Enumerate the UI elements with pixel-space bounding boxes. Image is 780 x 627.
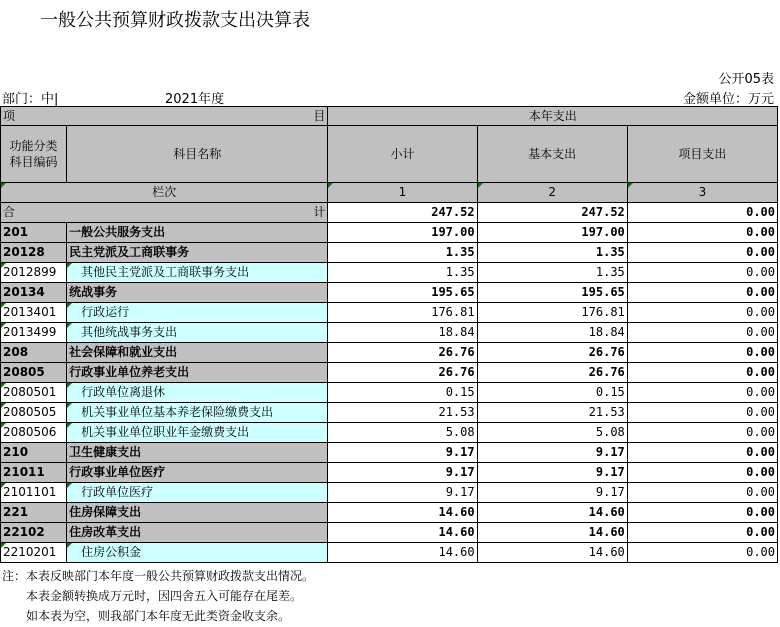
subject-code: 2012899: [1, 263, 67, 283]
basic-value: 5.08: [477, 423, 627, 443]
subject-name: 行政事业单位养老支出: [67, 363, 328, 383]
footnotes: [2, 566, 314, 626]
subtotal-value: 176.81: [328, 303, 477, 323]
subject-code: 20805: [1, 363, 67, 383]
subtotal-value: 9.17: [328, 463, 477, 483]
subtotal-header: 小计: [328, 126, 477, 183]
function-code-header-line1: 功能分类: [9, 139, 58, 153]
fiscal-year: 2021年度: [165, 92, 225, 107]
project-value: 0.00: [627, 523, 777, 543]
subject-name: 一般公共服务支出: [67, 223, 328, 243]
project-value: 0.00: [627, 343, 777, 363]
subtotal-value: 14.60: [328, 503, 477, 523]
column-index-3: 3: [627, 183, 777, 203]
subtotal-value: 195.65: [328, 283, 477, 303]
subject-name: 机关事业单位职业年金缴费支出: [67, 423, 328, 443]
subject-code: 2101101: [1, 483, 67, 503]
table-row: [1, 363, 778, 383]
total-basic: 247.52: [477, 203, 627, 223]
table-row: [1, 543, 778, 563]
subtotal-value: 26.76: [328, 363, 477, 383]
subject-code: 208: [1, 343, 67, 363]
column-index-1: 1: [328, 183, 477, 203]
subject-name: 住房改革支出: [67, 523, 328, 543]
function-code-header-line2: 科目编码: [9, 155, 58, 169]
subject-name: 行政事业单位医疗: [67, 463, 328, 483]
table-row: [1, 223, 778, 243]
basic-expense-header: 基本支出: [477, 126, 627, 183]
basic-value: 1.35: [477, 243, 627, 263]
item-header-cell: [1, 107, 328, 126]
table-row: [1, 403, 778, 423]
table-row: [1, 343, 778, 363]
subtotal-value: 21.53: [328, 403, 477, 423]
subject-name: 民主党派及工商联事务: [67, 243, 328, 263]
subtotal-value: 14.60: [328, 523, 477, 543]
subtotal-value: 5.08: [328, 423, 477, 443]
footnote-1: 注：本表反映部门本年度一般公共预算财政拨款支出情况。: [2, 569, 315, 583]
subject-code: 210: [1, 443, 67, 463]
basic-value: 0.15: [477, 383, 627, 403]
table-row: [1, 243, 778, 263]
subject-name: 卫生健康支出: [67, 443, 328, 463]
table-row: [1, 483, 778, 503]
project-value: 0.00: [627, 423, 777, 443]
basic-value: 197.00: [477, 223, 627, 243]
column-index-row: [1, 183, 778, 203]
basic-value: 1.35: [477, 263, 627, 283]
item-header-left: 项: [3, 109, 16, 123]
subject-code: 221: [1, 503, 67, 523]
basic-value: 14.60: [477, 523, 627, 543]
table-row: [1, 523, 778, 543]
project-value: 0.00: [627, 223, 777, 243]
subject-code: 201: [1, 223, 67, 243]
item-header-right: 目: [313, 109, 326, 123]
column-index-2: 2: [477, 183, 627, 203]
basic-value: 9.17: [477, 443, 627, 463]
table-row: [1, 263, 778, 283]
function-code-header: [1, 126, 67, 183]
project-value: 0.00: [627, 443, 777, 463]
table-row: [1, 323, 778, 343]
footnote-3: 如本表为空，则我部门本年度无此类资金收支余。: [2, 609, 291, 623]
department-label: 部门：中|: [2, 92, 59, 107]
subject-code: 2013401: [1, 303, 67, 323]
subtotal-value: 26.76: [328, 343, 477, 363]
subject-name: 住房保障支出: [67, 503, 328, 523]
subject-name: 行政运行: [67, 303, 328, 323]
total-row: [1, 203, 778, 223]
subject-code: 22102: [1, 523, 67, 543]
project-value: 0.00: [627, 483, 777, 503]
subject-name: 行政单位离退休: [67, 383, 328, 403]
subject-name: 机关事业单位基本养老保险缴费支出: [67, 403, 328, 423]
subtotal-value: 197.00: [328, 223, 477, 243]
basic-value: 176.81: [477, 303, 627, 323]
total-label-left: 合: [3, 205, 16, 219]
basic-value: 195.65: [477, 283, 627, 303]
subject-code: 20134: [1, 283, 67, 303]
subtotal-value: 18.84: [328, 323, 477, 343]
basic-value: 18.84: [477, 323, 627, 343]
subject-code: 2080506: [1, 423, 67, 443]
subtotal-value: 9.17: [328, 443, 477, 463]
subject-code: 2210201: [1, 543, 67, 563]
subject-name: 其他民主党派及工商联事务支出: [67, 263, 328, 283]
basic-value: 26.76: [477, 363, 627, 383]
subtotal-value: 1.35: [328, 263, 477, 283]
basic-value: 9.17: [477, 463, 627, 483]
table-row: [1, 503, 778, 523]
basic-value: 14.60: [477, 503, 627, 523]
project-value: 0.00: [627, 403, 777, 423]
project-value: 0.00: [627, 383, 777, 403]
header-row-1: [1, 107, 778, 126]
project-value: 0.00: [627, 283, 777, 303]
subject-name: 社会保障和就业支出: [67, 343, 328, 363]
page-title: 一般公共预算财政拨款支出决算表: [40, 10, 310, 31]
form-number: 公开05表: [718, 72, 774, 87]
header-row-2: [1, 126, 778, 183]
table-row: [1, 283, 778, 303]
basic-value: 21.53: [477, 403, 627, 423]
project-value: 0.00: [627, 303, 777, 323]
table-row: [1, 303, 778, 323]
subject-name: 住房公积金: [67, 543, 328, 563]
total-project: 0.00: [627, 203, 777, 223]
table-row: [1, 383, 778, 403]
total-label-cell: [1, 203, 328, 223]
subject-code: 2080505: [1, 403, 67, 423]
subject-code: 2013499: [1, 323, 67, 343]
subject-code: 2080501: [1, 383, 67, 403]
project-value: 0.00: [627, 463, 777, 483]
subject-name: 其他统战事务支出: [67, 323, 328, 343]
subtotal-value: 0.15: [328, 383, 477, 403]
footnote-2: 本表金额转换成万元时，因四舍五入可能存在尾差。: [2, 589, 303, 603]
expenditure-table: [0, 106, 778, 563]
table-row: [1, 443, 778, 463]
total-label-right: 计: [313, 205, 326, 219]
subject-code: 20128: [1, 243, 67, 263]
project-value: 0.00: [627, 543, 777, 563]
basic-value: 26.76: [477, 343, 627, 363]
project-value: 0.00: [627, 363, 777, 383]
project-value: 0.00: [627, 263, 777, 283]
subtotal-value: 1.35: [328, 243, 477, 263]
project-value: 0.00: [627, 243, 777, 263]
project-expense-header: 项目支出: [627, 126, 777, 183]
project-value: 0.00: [627, 323, 777, 343]
basic-value: 9.17: [477, 483, 627, 503]
subtotal-value: 14.60: [328, 543, 477, 563]
basic-value: 14.60: [477, 543, 627, 563]
subject-name: 行政单位医疗: [67, 483, 328, 503]
table-row: [1, 463, 778, 483]
table-row: [1, 423, 778, 443]
subtotal-value: 9.17: [328, 483, 477, 503]
project-value: 0.00: [627, 503, 777, 523]
total-subtotal: 247.52: [328, 203, 477, 223]
subject-name-header: 科目名称: [67, 126, 328, 183]
subject-name: 统战事务: [67, 283, 328, 303]
subject-code: 21011: [1, 463, 67, 483]
amount-unit: 金额单位：万元: [682, 92, 774, 107]
current-expense-header: 本年支出: [328, 107, 778, 126]
column-index-label: 栏次: [1, 183, 328, 203]
